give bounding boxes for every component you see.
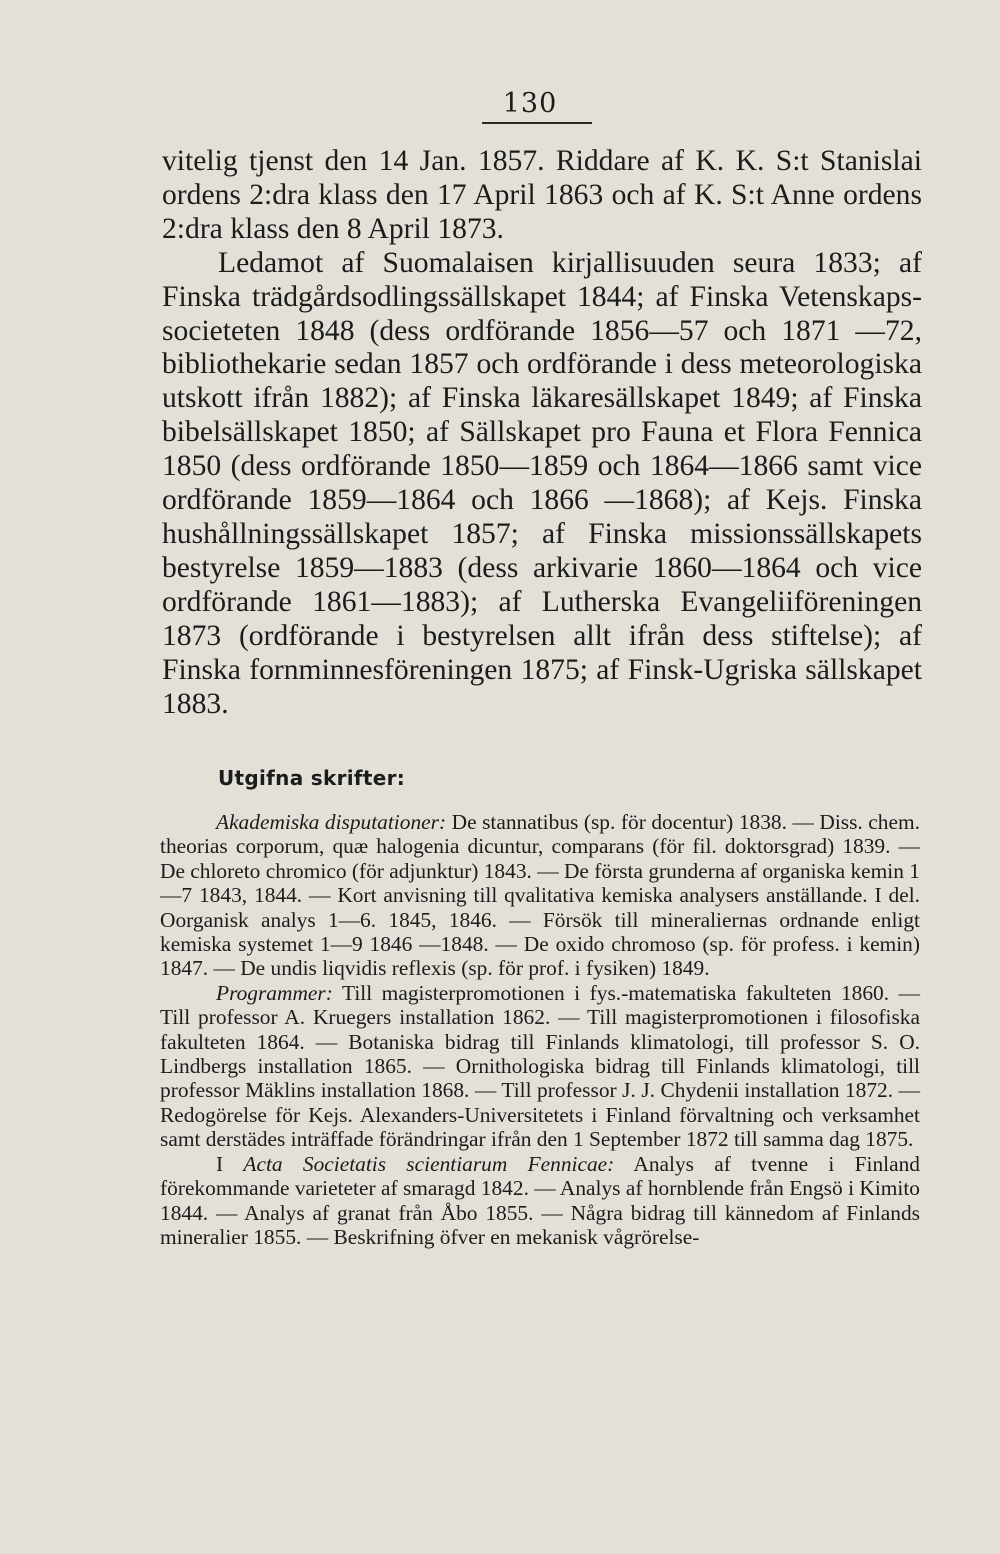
programmes-text: Till magisterpromotionen i fys.-matematiska fakulteten 1860. — Till professor A. Kruegers installation 1862. — Till magisterpromotionen i filosofiska fakulteten 1864. — Botaniska bidrag till Finlands klimatologi, till professor S. O. Lindbergs installation 1865. — Ornithologiska bidrag till Finlands klimatologi, till professor Mäklins installation 1868. — Till professor J. J. Chydenii installation 1872. — Redogörelse för Kejs. Alexanders-Universitetets i Finland förvaltning och verksamhet samt derstädes inträffade förändringar ifrån den 1 September 1872 till samma dag 1875. — [160, 980, 920, 1152]
writings-academic-dissertations — [160, 810, 920, 981]
acta-label: Acta Societatis scientiarum Fennicae: — [243, 1151, 615, 1176]
acta-text: Analys af tvenne i Finland förekommande varieteter af smaragd 1842. — Analys af hornblende från Engsö i Kimito 1844. — Analys af granat från Åbo 1855. — Några bidrag till kännedom af Finlands mineralier 1855. — Beskrifning öfver en mekanisk vågrörelse- — [160, 1151, 920, 1249]
biography-text — [162, 145, 922, 721]
academic-dissertations-text: De stannatibus (sp. för docentur) 1838. — Diss. chem. theorias corporum, quæ halogenia dicuntur, comparans (för fil. doktorsgrad) 1839. — De chloreto chromico (för adjunktur) 1843. — De första grunderna af organiska kemin 1—7 1843, 1844. — Kort anvisning till qvalitativa kemiska analysers anställande. I del. Oorganisk analys 1—6. 1845, 1846. — Försök till mineraliernas ordnande enligt kemiska systemet 1—9 1846 —1848. — De oxido chromoso (sp. för profess. i kemin) 1847. — De undis liqvidis reflexis (sp. för prof. i fysiken) 1849. — [160, 810, 920, 981]
section-heading: Utgifna skrifter: — [218, 766, 406, 790]
programmes-label: Programmer: — [216, 980, 333, 1005]
academic-dissertations-label: Akademiska disputationer: — [216, 810, 447, 834]
paragraph-honours: vitelig tjenst den 14 Jan. 1857. Riddare af K. K. S:t Stanislai ordens 2:dra klass den 17 April 1863 och af K. S:t Anne ordens 2:dra klass den 8 April 1873. — [162, 145, 922, 245]
page-number-rule — [482, 122, 592, 124]
writings-acta — [160, 1152, 920, 1250]
paragraph-memberships: Ledamot af Suomalaisen kirjallisuuden seura 1833; af Finska trädgårdsodlingssällskapet 1844; af Finska Vetenskaps-societeten 1848 (dess ordförande 1856—57 och 1871 —72, bibliothekarie sedan 1857 och ordförande i dess meteorologiska utskott ifrån 1882); af Finska läkaresällskapet 1849; af Finska bibelsällskapet 1850; af Sällskapet pro Fauna et Flora Fennica 1850 (dess ordförande 1850—1859 och 1864—1866 samt vice ordförande 1859—1864 och 1866 —1868); af Kejs. Finska hushållningssällskapet 1857; af Finska missionssällskapets bestyrelse 1859—1883 (dess arkivarie 1860—1864 och vice ordförande 1861—1883); af Lutherska Evangeliiföreningen 1873 (ordförande i bestyrelsen allt ifrån dess stiftelse); af Finska fornminnesföreningen 1875; af Finsk-Ugriska sällskapet 1883. — [162, 246, 922, 720]
writings-programmes — [160, 981, 920, 1152]
writings-list — [160, 810, 920, 1249]
acta-prefix: I — [216, 1151, 224, 1176]
page-number: 130 — [502, 88, 558, 119]
